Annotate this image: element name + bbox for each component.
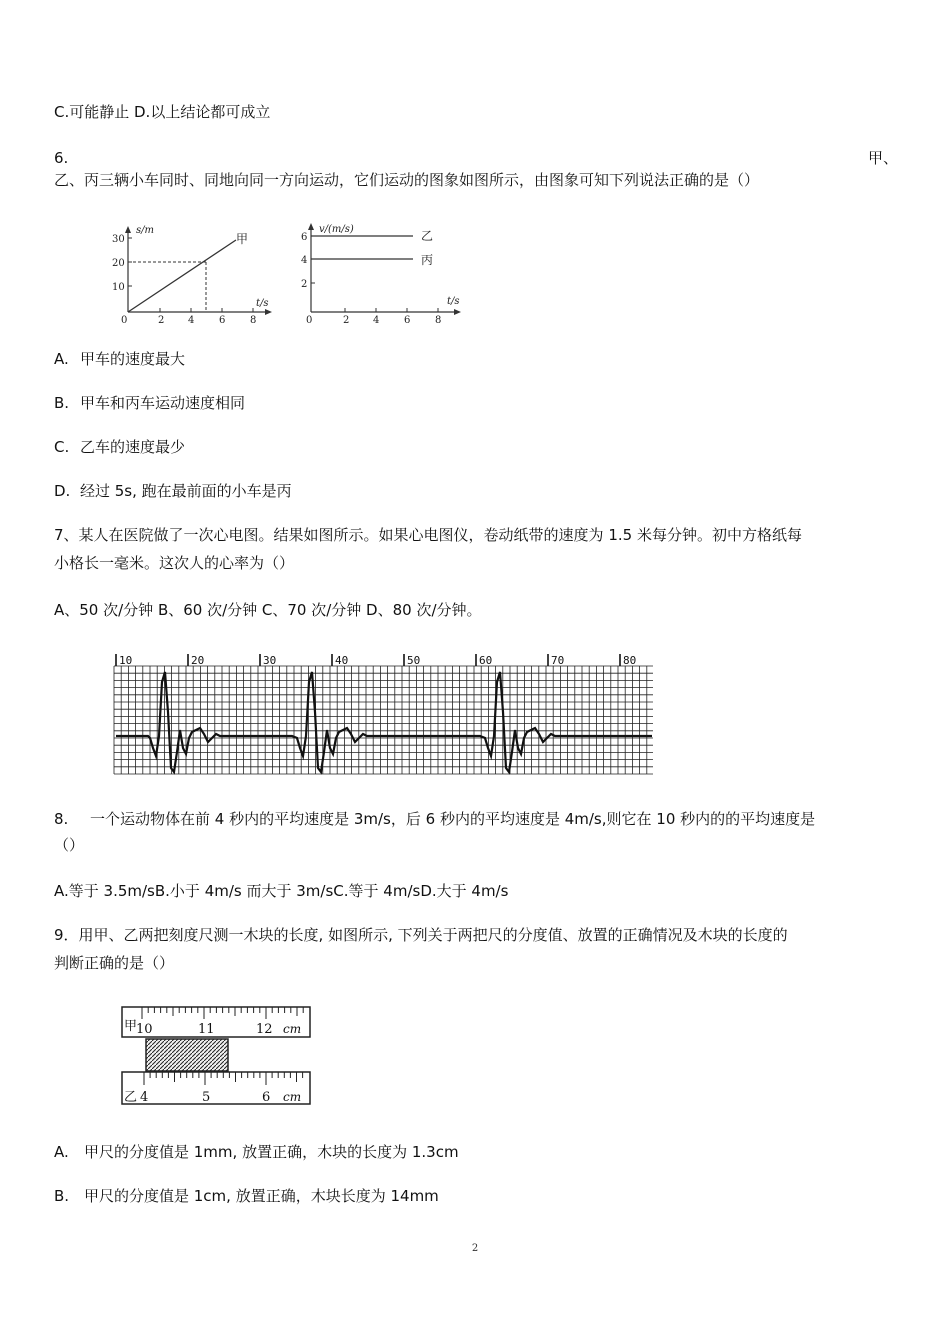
q5-options-tail: C.可能静止 D.以上结论都可成立 (54, 103, 271, 121)
ruler-jia-mark: 10 (136, 1022, 153, 1037)
option-text: 甲尺的分度值是 1mm, 放置正确，木块的长度为 1.3cm (84, 1143, 459, 1161)
option-letter: A. (54, 350, 69, 368)
st-xtick: 0 (121, 315, 128, 326)
option-letter: C. (54, 438, 70, 456)
ruler-yi-name: 乙 (124, 1090, 138, 1105)
option-letter: A. (54, 1143, 69, 1161)
vt-ytick: 4 (301, 255, 308, 266)
st-ytick: 20 (112, 258, 125, 269)
vt-ylabel: v/(m/s) (319, 224, 354, 235)
ecg-time-label: 50 (407, 654, 421, 667)
vt-xtick: 4 (373, 315, 380, 326)
ecg-time-label: 60 (479, 654, 493, 667)
ecg-strip (112, 652, 654, 776)
wood-block (146, 1039, 228, 1071)
vt-ytick: 6 (301, 232, 308, 243)
vt-xtick: 8 (435, 315, 442, 326)
st-xtick: 6 (219, 315, 226, 326)
series-bing-label: 丙 (421, 253, 434, 267)
q8-stem-line1 (54, 809, 815, 829)
option-letter: B. (54, 1187, 70, 1205)
q6-st-graph (108, 220, 278, 330)
ruler-yi-mark: 6 (262, 1090, 271, 1105)
q9-stem-line1: 9．用甲、乙两把刻度尺测一木块的长度, 如图所示, 下列关于两把尺的分度值、放置的正确情况及木块的长度的 (54, 926, 788, 944)
q6-option-c (54, 437, 185, 457)
q8-stem-line2: （） (54, 836, 85, 854)
q7-options: A、50 次/分钟 B、60 次/分钟 C、70 次/分钟 D、80 次/分钟。 (54, 601, 482, 619)
series-jia-line (128, 240, 236, 312)
ecg-time-label: 40 (335, 654, 349, 667)
option-text: 甲尺的分度值是 1cm, 放置正确，木块长度为 14mm (84, 1187, 439, 1205)
q7-stem-line1: 7、某人在医院做了一次心电图。结果如图所示。如果心电图仪，卷动纸带的速度为 1.5 米每分钟。初中方格纸每 (54, 526, 802, 544)
q6-option-b (54, 393, 245, 413)
vt-xlabel: t/s (447, 296, 460, 307)
ecg-waveform (116, 672, 652, 772)
q7-stem-line2: 小格长一毫米。这次人的心率为（） (54, 554, 295, 572)
option-letter: D. (54, 482, 71, 500)
vt-xtick: 0 (306, 315, 313, 326)
ruler-jia-mark: 11 (198, 1022, 215, 1037)
ruler-yi-unit: cm (283, 1090, 302, 1104)
q9-option-a (54, 1142, 459, 1162)
ruler-jia-name: 甲 (124, 1019, 138, 1034)
ecg-time-label: 10 (119, 654, 133, 667)
ecg-time-label: 20 (191, 654, 205, 667)
q8-number: 8. (54, 810, 69, 828)
option-text: 甲车的速度最大 (80, 350, 186, 368)
vt-xtick: 6 (404, 315, 411, 326)
st-xlabel: t/s (256, 298, 269, 309)
q6-option-a (54, 349, 185, 369)
vt-ytick: 2 (301, 279, 308, 290)
ruler-yi-mark: 4 (140, 1090, 149, 1105)
st-ytick: 10 (112, 282, 125, 293)
ecg-time-label: 70 (551, 654, 565, 667)
st-xtick: 2 (158, 315, 165, 326)
option-text: 甲车和丙车运动速度相同 (80, 394, 246, 412)
page-number: 2 (471, 1243, 479, 1254)
ecg-grid (114, 666, 653, 774)
q9-stem-line2: 判断正确的是（） (54, 954, 175, 972)
series-jia-label: 甲 (236, 232, 249, 246)
q9-option-b (54, 1186, 439, 1206)
q8-stem-text: 一个运动物体在前 4 秒内的平均速度是 3m/s，后 6 秒内的平均速度是 4m/s,则它在 10 秒内的的平均速度是 (90, 810, 816, 828)
q6-option-d (54, 481, 292, 501)
q6-vt-graph (295, 220, 465, 330)
ruler-yi-mark: 5 (202, 1090, 211, 1105)
option-letter: B. (54, 394, 70, 412)
st-ylabel: s/m (136, 225, 154, 236)
ruler-jia-mark: 12 (256, 1022, 273, 1037)
q8-options: A.等于 3.5m/sB.小于 4m/s 而大于 3m/sC.等于 4m/sD.大于 4m/s (54, 882, 509, 900)
q6-number: 6. (54, 149, 69, 167)
option-text: 乙车的速度最少 (80, 438, 186, 456)
option-text: 经过 5s, 跑在最前面的小车是丙 (80, 482, 292, 500)
ruler-figure (120, 1005, 315, 1109)
ruler-jia-unit: cm (283, 1022, 302, 1036)
st-xtick: 8 (250, 315, 257, 326)
series-yi-label: 乙 (421, 229, 434, 243)
st-ytick: 30 (112, 234, 125, 245)
vt-xtick: 2 (343, 315, 350, 326)
ecg-time-label: 30 (263, 654, 277, 667)
q6-trailing-text: 甲、 (868, 149, 899, 167)
st-xtick: 4 (188, 315, 195, 326)
ecg-time-label: 80 (623, 654, 637, 667)
q6-stem: 乙、丙三辆小车同时、同地向同一方向运动，它们运动的图象如图所示，由图象可知下列说法正确的是（） (54, 171, 760, 189)
